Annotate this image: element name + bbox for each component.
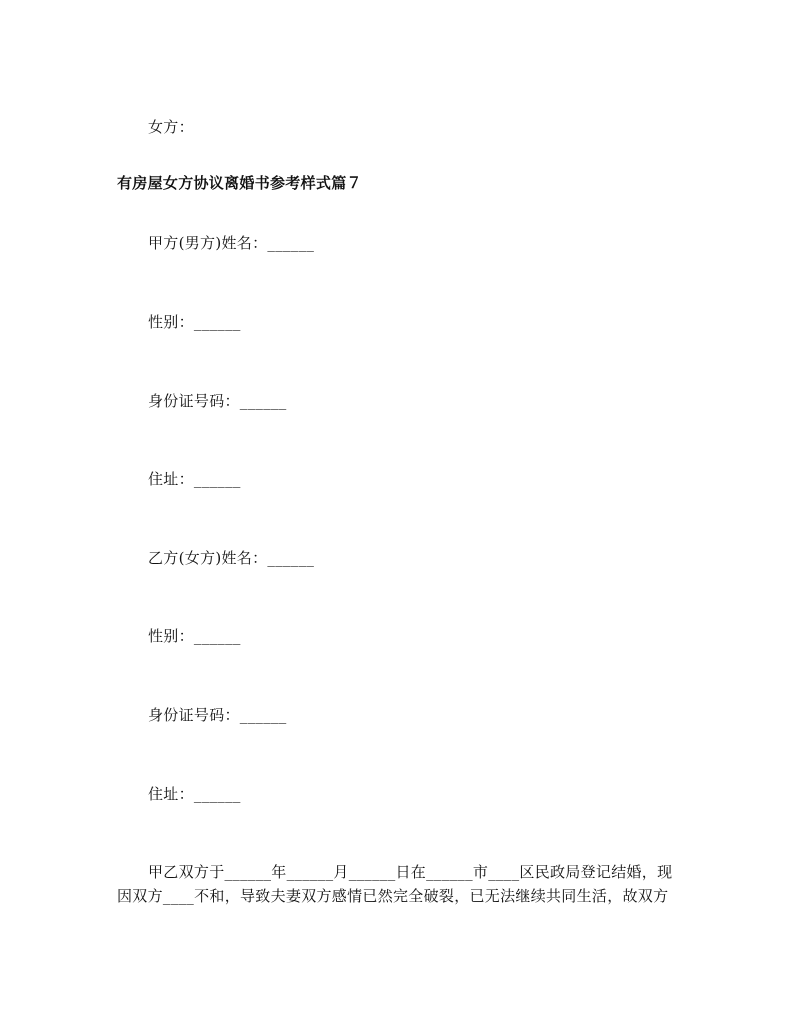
party-a-id-line: 身份证号码：______ [148, 392, 287, 410]
section-heading: 有房屋女方协议离婚书参考样式篇７ [117, 174, 362, 192]
party-b-gender-line: 性别：______ [148, 627, 241, 645]
paragraph-line-2: 因双方____不和，导致夫妻双方感情已然完全破裂，已无法继续共同生活，故双方 [117, 887, 669, 905]
wife-signature-label: 女方： [148, 118, 194, 136]
party-a-address-line: 住址：______ [148, 470, 241, 488]
party-b-address-line: 住址：______ [148, 785, 241, 803]
paragraph-line-1: 甲乙双方于______年______月______日在______市____区民政局登记结婚，现 [148, 863, 673, 881]
party-b-name-line: 乙方(女方)姓名：______ [148, 549, 315, 567]
party-a-gender-line: 性别：______ [148, 313, 241, 331]
party-a-name-line: 甲方(男方)姓名：______ [148, 234, 315, 252]
party-b-id-line: 身份证号码：______ [148, 706, 287, 724]
